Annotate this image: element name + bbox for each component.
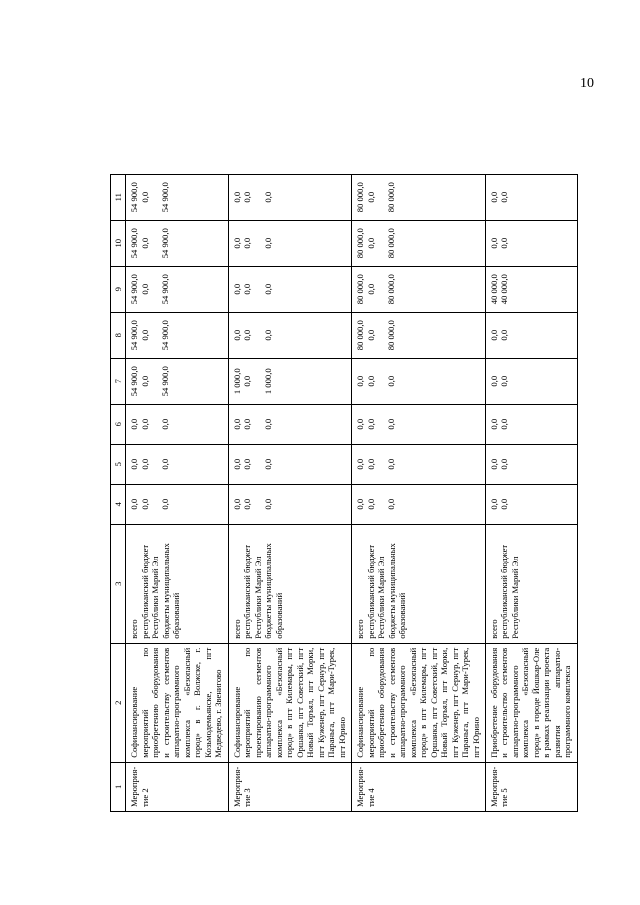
amount-value: 1 000,0 — [231, 368, 242, 395]
amount-cell — [352, 266, 486, 312]
amount-value: 0,0 — [499, 237, 510, 249]
funding-source: всего — [231, 619, 242, 639]
amount-value: 0,0 — [365, 418, 376, 430]
amount-value: 0,0 — [231, 329, 242, 341]
amount-value: 0,0 — [262, 329, 273, 341]
column-header: 9 — [111, 266, 126, 312]
funding-sources — [485, 524, 577, 643]
amount-value: 54 900,0 — [129, 228, 140, 259]
amount-value: 54 900,0 — [129, 366, 140, 397]
amount-value: 0,0 — [365, 375, 376, 387]
column-header: 5 — [111, 444, 126, 484]
amount-value: 80 000,0 — [386, 320, 397, 351]
amount-value: 0,0 — [231, 498, 242, 510]
amount-value: 54 900,0 — [160, 320, 171, 351]
amount-value: 0,0 — [355, 418, 366, 430]
amount-value: 0,0 — [231, 283, 242, 295]
amount-value: 0,0 — [386, 458, 397, 470]
amount-cell — [228, 404, 351, 444]
amount-value: 0,0 — [242, 458, 253, 470]
amount-value: 0,0 — [231, 418, 242, 430]
activity-label: Мероприя- тие 3 — [228, 762, 351, 811]
amount-value: 0,0 — [355, 375, 366, 387]
funding-source: всего — [129, 619, 140, 639]
amount-cell — [126, 220, 228, 266]
table-row — [228, 174, 351, 811]
amount-cell — [485, 220, 577, 266]
amount-value: 1 000,0 — [262, 368, 273, 395]
amount-cell — [126, 266, 228, 312]
amount-value: 0,0 — [262, 283, 273, 295]
amount-value: 0,0 — [231, 191, 242, 203]
funding-source: бюджеты муниципальных образований — [263, 543, 284, 639]
column-header: 4 — [111, 484, 126, 524]
funding-sources — [228, 524, 351, 643]
amount-value: 80 000,0 — [386, 228, 397, 259]
amount-cell — [228, 358, 351, 404]
amount-value: 0,0 — [499, 498, 510, 510]
amount-value: 0,0 — [139, 191, 150, 203]
column-header: 7 — [111, 358, 126, 404]
amount-cell — [126, 174, 228, 220]
amount-value: 0,0 — [139, 329, 150, 341]
amount-cell — [352, 358, 486, 404]
amount-value: 54 900,0 — [129, 182, 140, 213]
amount-cell — [126, 358, 228, 404]
amount-value: 0,0 — [139, 458, 150, 470]
amount-value: 0,0 — [355, 498, 366, 510]
amount-value: 0,0 — [242, 498, 253, 510]
funding-source: республиканский бюджет Республики Марий Эл — [139, 544, 161, 639]
amount-value: 0,0 — [139, 375, 150, 387]
amount-cell — [352, 444, 486, 484]
amount-value: 0,0 — [365, 329, 376, 341]
amount-value: 0,0 — [499, 191, 510, 203]
amount-cell — [228, 444, 351, 484]
amount-value: 0,0 — [386, 418, 397, 430]
amount-value: 54 900,0 — [160, 274, 171, 305]
amount-value: 0,0 — [499, 375, 510, 387]
amount-cell — [228, 266, 351, 312]
amount-cell — [126, 404, 228, 444]
amount-value: 0,0 — [262, 237, 273, 249]
amount-value: 0,0 — [262, 498, 273, 510]
column-header: 2 — [111, 643, 126, 762]
amount-value: 0,0 — [365, 237, 376, 249]
amount-value: 0,0 — [365, 498, 376, 510]
amount-cell — [485, 174, 577, 220]
amount-cell — [228, 220, 351, 266]
amount-value: 0,0 — [499, 458, 510, 470]
amount-value: 0,0 — [488, 498, 499, 510]
amount-value: 54 900,0 — [129, 320, 140, 351]
amount-value: 54 900,0 — [160, 366, 171, 397]
amount-cell — [485, 404, 577, 444]
amount-cell — [485, 358, 577, 404]
amount-value: 0,0 — [139, 498, 150, 510]
amount-value: 80 000,0 — [355, 182, 366, 213]
funding-source: республиканский бюджет Республики Марий Эл — [242, 544, 263, 639]
funding-source: всего — [488, 619, 499, 639]
amount-value: 0,0 — [262, 191, 273, 203]
amount-value: 0,0 — [129, 418, 140, 430]
amount-cell — [352, 174, 486, 220]
amount-cell — [352, 220, 486, 266]
amount-cell — [228, 484, 351, 524]
amount-value: 0,0 — [365, 283, 376, 295]
amount-value: 54 900,0 — [160, 182, 171, 213]
amount-value: 0,0 — [242, 191, 253, 203]
amount-value: 0,0 — [242, 283, 253, 295]
amount-value: 80 000,0 — [355, 274, 366, 305]
amount-value: 0,0 — [242, 237, 253, 249]
amount-value: 0,0 — [386, 498, 397, 510]
amount-value: 0,0 — [499, 329, 510, 341]
amount-value: 0,0 — [365, 458, 376, 470]
funding-source: бюджеты муниципальных образований — [386, 543, 408, 639]
table-row — [485, 174, 577, 811]
amount-value: 0,0 — [488, 458, 499, 470]
amount-value: 0,0 — [242, 418, 253, 430]
funding-sources — [352, 524, 486, 643]
amount-value: 0,0 — [139, 283, 150, 295]
funding-sources — [126, 524, 228, 643]
amount-value: 0,0 — [231, 237, 242, 249]
column-header: 3 — [111, 524, 126, 643]
amount-cell — [126, 484, 228, 524]
amount-value: 0,0 — [262, 418, 273, 430]
activity-description: Софинансирование мероприятий по проектированию сегментов аппаратно-программного комплекса «Безопасный город» в пгт Килемары, пгт Оршанка, пгт Советский, пгт Новый Торъял, пгт Морки, пгт Куженер, пгт Сернур, пгт Параньга, пгт Мари-Турек, пгт Юрино — [228, 643, 351, 762]
amount-cell — [485, 484, 577, 524]
amount-cell — [485, 444, 577, 484]
amount-value: 0,0 — [499, 418, 510, 430]
amount-value: 0,0 — [160, 418, 171, 430]
column-header: 10 — [111, 220, 126, 266]
funding-source: республиканский бюджет Республики Марий Эл — [365, 544, 387, 639]
budget-table — [110, 174, 578, 812]
amount-value: 0,0 — [262, 458, 273, 470]
amount-cell — [228, 312, 351, 358]
amount-value: 40 000,0 — [499, 274, 510, 305]
table-row — [126, 174, 228, 811]
amount-value: 54 900,0 — [129, 274, 140, 305]
amount-value: 0,0 — [488, 375, 499, 387]
activity-label: Мероприя- тие 5 — [485, 762, 577, 811]
amount-value: 0,0 — [129, 458, 140, 470]
amount-value: 54 900,0 — [160, 228, 171, 259]
activity-description: Софинансирование мероприятий по приобретению оборудования и строительству сегментов аппаратно-программного комплекса «Безопасный город» в г. Волжске, г. Козьмодемьянске, пгт Медведево, г. Звенигово — [126, 643, 228, 762]
header-row — [111, 174, 126, 811]
funding-source: бюджеты муниципальных образований — [160, 543, 182, 639]
amount-value: 0,0 — [139, 237, 150, 249]
amount-cell — [126, 312, 228, 358]
column-header: 8 — [111, 312, 126, 358]
amount-value: 0,0 — [160, 458, 171, 470]
amount-value: 40 000,0 — [488, 274, 499, 305]
column-header: 11 — [111, 174, 126, 220]
amount-cell — [126, 444, 228, 484]
amount-value: 0,0 — [488, 329, 499, 341]
amount-value: 80 000,0 — [386, 274, 397, 305]
activity-description: Приобретение оборудования и строительство сегментов аппаратно-программного комплекса «Безопасный город» в городе Йошкар-Оле в рамках реализации проекта развития аппаратно-программного комплекса — [485, 643, 577, 762]
activity-description: Софинансирование мероприятий по приобретению оборудования и строительству сегментов аппаратно-программного комплекса «Безопасный город» в пгт Килемары, пгт Оршанка, пгт Советский, пгт Новый Торъял, пгт Морки, пгт Куженер, пгт Сернур, пгт Параньга, пгт Мари-Турек, пгт Юрино — [352, 643, 486, 762]
table-row — [352, 174, 486, 811]
amount-cell — [352, 484, 486, 524]
amount-value: 0,0 — [242, 375, 253, 387]
amount-cell — [228, 174, 351, 220]
column-header: 6 — [111, 404, 126, 444]
amount-value: 0,0 — [242, 329, 253, 341]
funding-source: всего — [355, 619, 366, 639]
amount-value: 0,0 — [488, 237, 499, 249]
amount-cell — [352, 404, 486, 444]
amount-value: 80 000,0 — [355, 228, 366, 259]
funding-source: республиканский бюджет Республики Марий Эл — [499, 544, 520, 639]
activity-label: Мероприя- тие 4 — [352, 762, 486, 811]
amount-value: 80 000,0 — [355, 320, 366, 351]
amount-value: 0,0 — [488, 191, 499, 203]
table-body — [126, 174, 577, 811]
page-number: 10 — [580, 76, 594, 91]
activity-label: Мероприя- тие 2 — [126, 762, 228, 811]
amount-value: 0,0 — [386, 375, 397, 387]
amount-value: 80 000,0 — [386, 182, 397, 213]
amount-cell — [485, 312, 577, 358]
column-header: 1 — [111, 762, 126, 811]
amount-value: 0,0 — [488, 418, 499, 430]
amount-value: 0,0 — [365, 191, 376, 203]
amount-value: 0,0 — [160, 498, 171, 510]
amount-value: 0,0 — [231, 458, 242, 470]
amount-value: 0,0 — [355, 458, 366, 470]
amount-value: 0,0 — [139, 418, 150, 430]
amount-cell — [485, 266, 577, 312]
amount-value: 0,0 — [129, 498, 140, 510]
amount-cell — [352, 312, 486, 358]
